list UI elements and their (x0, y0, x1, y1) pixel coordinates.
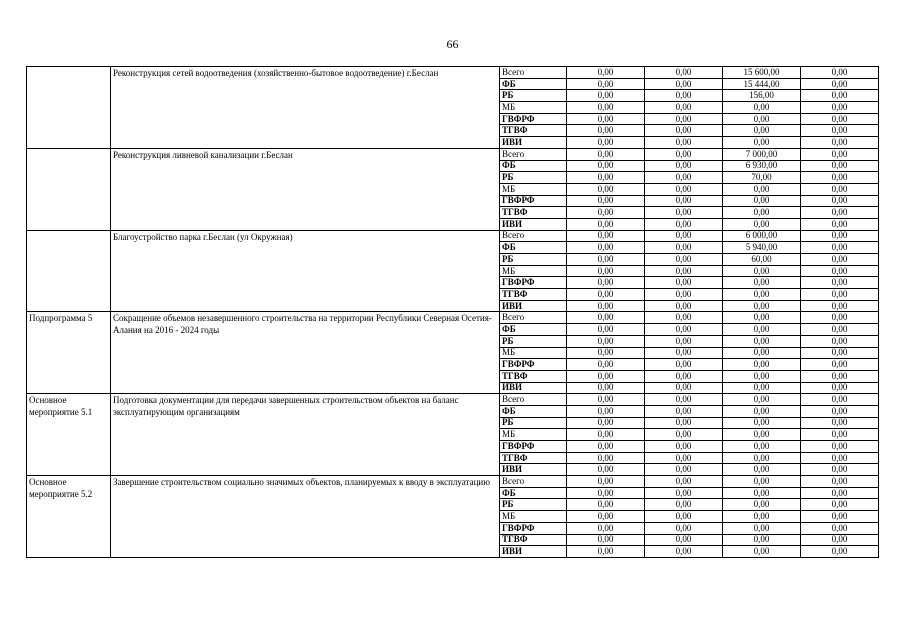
amount-cell: 0,00 (645, 242, 723, 254)
funding-source-cell: ФБ (500, 324, 567, 336)
page-number: 66 (446, 37, 459, 51)
funding-source-cell: ГВФРФ (500, 522, 567, 534)
funding-source-cell: РБ (500, 172, 567, 184)
amount-cell: 0,00 (723, 102, 801, 114)
amount-cell: 0,00 (801, 125, 879, 137)
funding-source-cell: ИВИ (500, 464, 567, 476)
amount-cell: 0,00 (723, 417, 801, 429)
amount-cell: 0,00 (723, 137, 801, 149)
amount-cell: 0,00 (567, 499, 645, 511)
amount-cell: 0,00 (645, 125, 723, 137)
amount-cell: 0,00 (645, 230, 723, 242)
amount-cell: 0,00 (645, 277, 723, 289)
amount-cell: 0,00 (567, 522, 645, 534)
budget-table-body (27, 67, 879, 558)
amount-cell: 0,00 (801, 452, 879, 464)
amount-cell: 0,00 (723, 289, 801, 301)
amount-cell: 0,00 (801, 429, 879, 441)
amount-cell: 0,00 (801, 90, 879, 102)
amount-cell: 6 000,00 (723, 230, 801, 242)
amount-cell: 0,00 (567, 405, 645, 417)
amount-cell: 0,00 (567, 511, 645, 523)
amount-cell: 0,00 (723, 195, 801, 207)
amount-cell: 0,00 (567, 370, 645, 382)
amount-cell: 0,00 (801, 464, 879, 476)
amount-cell: 0,00 (645, 113, 723, 125)
amount-cell: 0,00 (567, 394, 645, 406)
amount-cell: 0,00 (645, 405, 723, 417)
amount-cell: 0,00 (645, 546, 723, 558)
amount-cell: 0,00 (801, 546, 879, 558)
amount-cell: 0,00 (567, 113, 645, 125)
program-code-cell (27, 67, 111, 149)
amount-cell: 0,00 (723, 522, 801, 534)
funding-source-cell: МБ (500, 347, 567, 359)
amount-cell: 0,00 (801, 534, 879, 546)
amount-cell: 15 444,00 (723, 78, 801, 90)
amount-cell: 0,00 (567, 347, 645, 359)
amount-cell: 0,00 (645, 534, 723, 546)
funding-source-cell: РБ (500, 254, 567, 266)
funding-source-cell: ТГВФ (500, 452, 567, 464)
amount-cell: 0,00 (723, 441, 801, 453)
amount-cell: 0,00 (723, 324, 801, 336)
program-code-cell: Основное мероприятие 5.1 (27, 394, 111, 476)
amount-cell: 0,00 (723, 487, 801, 499)
amount-cell: 0,00 (567, 324, 645, 336)
amount-cell: 0,00 (801, 195, 879, 207)
amount-cell: 0,00 (723, 300, 801, 312)
program-name-cell: Подготовка документации для передачи завершенных строительством объектов на баланс эксплуатирующим организациям (111, 394, 500, 476)
funding-source-cell: ИВИ (500, 382, 567, 394)
amount-cell: 0,00 (645, 265, 723, 277)
amount-cell: 0,00 (801, 172, 879, 184)
funding-source-cell: ТГВФ (500, 370, 567, 382)
table-row (27, 148, 879, 160)
amount-cell: 0,00 (645, 207, 723, 219)
program-name-cell: Завершение строительством социально значимых объектов, планируемых к вводу в эксплуатацию (111, 476, 500, 558)
amount-cell: 0,00 (645, 300, 723, 312)
amount-cell: 0,00 (645, 324, 723, 336)
amount-cell: 0,00 (645, 347, 723, 359)
funding-source-cell: ФБ (500, 78, 567, 90)
funding-source-cell: ИВИ (500, 546, 567, 558)
funding-source-cell: РБ (500, 499, 567, 511)
funding-source-cell: ГВФРФ (500, 195, 567, 207)
funding-source-cell: МБ (500, 429, 567, 441)
amount-cell: 0,00 (645, 511, 723, 523)
amount-cell: 0,00 (723, 277, 801, 289)
funding-source-cell: ГВФРФ (500, 113, 567, 125)
amount-cell: 0,00 (645, 160, 723, 172)
amount-cell: 0,00 (567, 429, 645, 441)
amount-cell: 15 600,00 (723, 67, 801, 79)
funding-source-cell: ИВИ (500, 218, 567, 230)
funding-source-cell: Всего (500, 230, 567, 242)
amount-cell: 0,00 (645, 67, 723, 79)
amount-cell: 0,00 (645, 476, 723, 488)
funding-source-cell: ФБ (500, 160, 567, 172)
amount-cell: 0,00 (723, 476, 801, 488)
amount-cell: 0,00 (567, 90, 645, 102)
funding-source-cell: РБ (500, 335, 567, 347)
amount-cell: 0,00 (567, 67, 645, 79)
funding-source-cell: Всего (500, 148, 567, 160)
amount-cell: 0,00 (801, 441, 879, 453)
program-name-cell: Сокращение объемов незавершенного строительства на территории Республики Северная Осетия-Алания на 2016 - 2024 годы (111, 312, 500, 394)
funding-source-cell: ГВФРФ (500, 359, 567, 371)
amount-cell: 0,00 (723, 429, 801, 441)
amount-cell: 0,00 (801, 102, 879, 114)
amount-cell: 0,00 (645, 417, 723, 429)
funding-source-cell: Всего (500, 476, 567, 488)
amount-cell: 0,00 (645, 90, 723, 102)
amount-cell: 0,00 (723, 382, 801, 394)
funding-source-cell: Всего (500, 312, 567, 324)
amount-cell: 0,00 (567, 242, 645, 254)
funding-source-cell: ФБ (500, 487, 567, 499)
amount-cell: 0,00 (723, 394, 801, 406)
amount-cell: 0,00 (801, 242, 879, 254)
amount-cell: 0,00 (567, 534, 645, 546)
amount-cell: 0,00 (645, 183, 723, 195)
amount-cell: 0,00 (801, 522, 879, 534)
amount-cell: 0,00 (801, 254, 879, 266)
amount-cell: 0,00 (723, 499, 801, 511)
amount-cell: 0,00 (723, 464, 801, 476)
funding-source-cell: РБ (500, 417, 567, 429)
amount-cell: 0,00 (567, 546, 645, 558)
amount-cell: 0,00 (723, 113, 801, 125)
amount-cell: 0,00 (723, 359, 801, 371)
amount-cell: 0,00 (567, 137, 645, 149)
program-code-cell: Подпрограмма 5 (27, 312, 111, 394)
amount-cell: 0,00 (645, 464, 723, 476)
funding-source-cell: ИВИ (500, 300, 567, 312)
amount-cell: 0,00 (645, 370, 723, 382)
amount-cell: 0,00 (567, 148, 645, 160)
amount-cell: 0,00 (567, 254, 645, 266)
amount-cell: 0,00 (567, 230, 645, 242)
amount-cell: 0,00 (801, 67, 879, 79)
funding-source-cell: ТГВФ (500, 289, 567, 301)
funding-source-cell: ГВФРФ (500, 441, 567, 453)
amount-cell: 0,00 (645, 452, 723, 464)
amount-cell: 0,00 (567, 441, 645, 453)
amount-cell: 0,00 (567, 476, 645, 488)
funding-source-cell: РБ (500, 90, 567, 102)
funding-source-cell: ФБ (500, 405, 567, 417)
amount-cell: 0,00 (801, 78, 879, 90)
amount-cell: 0,00 (723, 335, 801, 347)
amount-cell: 0,00 (645, 499, 723, 511)
amount-cell: 0,00 (567, 277, 645, 289)
amount-cell: 0,00 (723, 347, 801, 359)
amount-cell: 0,00 (567, 335, 645, 347)
amount-cell: 0,00 (645, 335, 723, 347)
amount-cell: 0,00 (645, 289, 723, 301)
amount-cell: 0,00 (645, 148, 723, 160)
amount-cell: 156,00 (723, 90, 801, 102)
amount-cell: 0,00 (567, 183, 645, 195)
program-code-cell: Основное мероприятие 5.2 (27, 476, 111, 558)
amount-cell: 0,00 (567, 160, 645, 172)
amount-cell: 0,00 (801, 277, 879, 289)
amount-cell: 0,00 (801, 312, 879, 324)
amount-cell: 0,00 (645, 254, 723, 266)
amount-cell: 0,00 (801, 148, 879, 160)
amount-cell: 0,00 (801, 511, 879, 523)
funding-source-cell: МБ (500, 183, 567, 195)
amount-cell: 0,00 (723, 312, 801, 324)
amount-cell: 0,00 (645, 394, 723, 406)
amount-cell: 0,00 (801, 160, 879, 172)
budget-table (26, 66, 879, 558)
amount-cell: 0,00 (567, 452, 645, 464)
program-name-cell: Реконструкция ливневой канализации г.Беслан (111, 148, 500, 230)
table-row (27, 312, 879, 324)
amount-cell: 0,00 (801, 137, 879, 149)
amount-cell: 0,00 (801, 230, 879, 242)
funding-source-cell: МБ (500, 511, 567, 523)
amount-cell: 0,00 (801, 289, 879, 301)
amount-cell: 0,00 (723, 534, 801, 546)
amount-cell: 60,00 (723, 254, 801, 266)
amount-cell: 0,00 (723, 183, 801, 195)
amount-cell: 0,00 (645, 487, 723, 499)
amount-cell: 0,00 (567, 487, 645, 499)
table-row (27, 67, 879, 79)
program-code-cell (27, 148, 111, 230)
amount-cell: 0,00 (801, 417, 879, 429)
amount-cell: 0,00 (801, 370, 879, 382)
amount-cell: 0,00 (801, 476, 879, 488)
funding-source-cell: МБ (500, 265, 567, 277)
amount-cell: 0,00 (801, 265, 879, 277)
amount-cell: 0,00 (567, 78, 645, 90)
amount-cell: 0,00 (723, 452, 801, 464)
funding-source-cell: ТГВФ (500, 125, 567, 137)
amount-cell: 7 000,00 (723, 148, 801, 160)
amount-cell: 70,00 (723, 172, 801, 184)
funding-source-cell: ТГВФ (500, 534, 567, 546)
table-row (27, 476, 879, 488)
amount-cell: 0,00 (645, 382, 723, 394)
amount-cell: 0,00 (645, 312, 723, 324)
amount-cell: 0,00 (801, 347, 879, 359)
amount-cell: 0,00 (723, 511, 801, 523)
amount-cell: 6 930,00 (723, 160, 801, 172)
amount-cell: 0,00 (723, 218, 801, 230)
funding-source-cell: Всего (500, 394, 567, 406)
amount-cell: 0,00 (723, 265, 801, 277)
funding-source-cell: ФБ (500, 242, 567, 254)
amount-cell: 0,00 (567, 195, 645, 207)
program-code-cell (27, 230, 111, 312)
amount-cell: 0,00 (801, 405, 879, 417)
amount-cell: 0,00 (567, 300, 645, 312)
amount-cell: 0,00 (567, 382, 645, 394)
amount-cell: 0,00 (645, 172, 723, 184)
funding-source-cell: Всего (500, 67, 567, 79)
amount-cell: 0,00 (801, 394, 879, 406)
amount-cell: 0,00 (645, 218, 723, 230)
amount-cell: 0,00 (801, 183, 879, 195)
amount-cell: 0,00 (801, 335, 879, 347)
amount-cell: 0,00 (801, 218, 879, 230)
funding-source-cell: ИВИ (500, 137, 567, 149)
amount-cell: 0,00 (645, 102, 723, 114)
amount-cell: 0,00 (645, 359, 723, 371)
program-name-cell: Благоустройство парка г.Беслан (ул Окружная) (111, 230, 500, 312)
amount-cell: 0,00 (723, 370, 801, 382)
program-name-cell: Реконструкция сетей водоотведения (хозяйственно-бытовое водоотведение) г.Беслан (111, 67, 500, 149)
funding-source-cell: ТГВФ (500, 207, 567, 219)
amount-cell: 0,00 (567, 359, 645, 371)
amount-cell: 0,00 (567, 464, 645, 476)
amount-cell: 0,00 (801, 300, 879, 312)
table-row (27, 394, 879, 406)
amount-cell: 0,00 (801, 499, 879, 511)
amount-cell: 0,00 (801, 207, 879, 219)
amount-cell: 0,00 (801, 487, 879, 499)
amount-cell: 0,00 (645, 522, 723, 534)
amount-cell: 0,00 (567, 417, 645, 429)
amount-cell: 0,00 (645, 441, 723, 453)
amount-cell: 0,00 (723, 207, 801, 219)
amount-cell: 0,00 (645, 78, 723, 90)
amount-cell: 0,00 (801, 359, 879, 371)
amount-cell: 0,00 (567, 172, 645, 184)
amount-cell: 0,00 (567, 218, 645, 230)
amount-cell: 0,00 (567, 102, 645, 114)
amount-cell: 0,00 (567, 207, 645, 219)
amount-cell: 0,00 (723, 125, 801, 137)
amount-cell: 0,00 (645, 429, 723, 441)
amount-cell: 0,00 (801, 113, 879, 125)
amount-cell: 0,00 (723, 546, 801, 558)
amount-cell: 0,00 (567, 265, 645, 277)
amount-cell: 0,00 (801, 324, 879, 336)
amount-cell: 0,00 (567, 312, 645, 324)
amount-cell: 0,00 (801, 382, 879, 394)
amount-cell: 5 940,00 (723, 242, 801, 254)
amount-cell: 0,00 (645, 195, 723, 207)
funding-source-cell: ГВФРФ (500, 277, 567, 289)
amount-cell: 0,00 (723, 405, 801, 417)
amount-cell: 0,00 (645, 137, 723, 149)
table-row (27, 230, 879, 242)
funding-source-cell: МБ (500, 102, 567, 114)
amount-cell: 0,00 (567, 289, 645, 301)
amount-cell: 0,00 (567, 125, 645, 137)
